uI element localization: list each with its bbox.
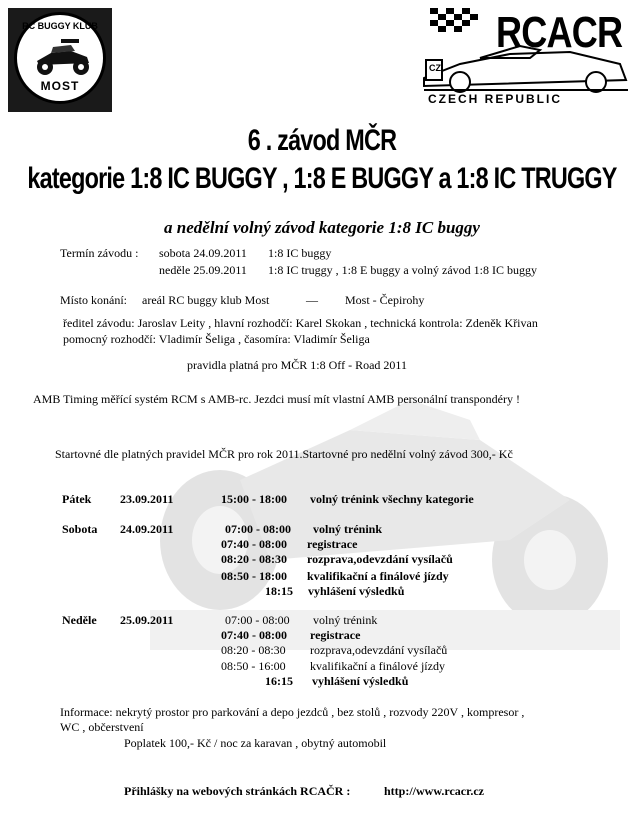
misto-city: Most - Čepirohy [345,293,425,307]
info-line2: WC , občerstvení [60,720,144,734]
info-line3: Poplatek 100,- Kč / noc za karavan , obytný automobil [124,736,387,750]
rules-line: pravidla platná pro MČR 1:8 Off - Road 2011 [187,358,407,372]
schedule-saturday-text-3: kvalifikační a finálové jízdy [307,569,449,583]
schedule-sunday-text-0: volný trénink [313,613,378,627]
termin-day1-desc: 1:8 IC buggy [268,246,332,260]
schedule-saturday-text-2: rozprava,odevzdání vysílačů [307,552,453,566]
timing-line: AMB Timing měřící systém RCM s AMB-rc. Jezdci musí mít vlastní AMB personální transpondéry ! [33,392,520,406]
schedule-sunday-time-3: 08:50 - 16:00 [221,659,286,673]
schedule-saturday-date: 24.09.2011 [120,522,174,536]
schedule-saturday-day: Sobota [62,522,98,536]
schedule-friday-time-0: 15:00 - 18:00 [221,492,287,506]
schedule-saturday-text-1: registrace [307,537,358,551]
staff-line1: ředitel závodu: Jaroslav Leity , hlavní rozhodčí: Karel Skokan , technická kontrola: Zdeněk Křivan [63,316,538,330]
schedule-sunday-text-3: kvalifikační a finálové jízdy [310,659,445,673]
logo-city: MOST [40,79,80,93]
startovne-line: Startovné dle platných pravidel MČR pro rok 2011.Startovné pro nedělní volný závod 300,- Kč [55,447,513,461]
background-buggy-photo [150,390,620,650]
schedule-sunday-time-1: 07:40 - 08:00 [221,628,287,642]
staff-line2: pomocný rozhodčí: Vladimír Šeliga , časomíra: Vladimír Šeliga [63,332,370,346]
cz-badge: CZ [429,63,441,73]
schedule-saturday-text-4: vyhlášení výsledků [308,584,405,598]
race-categories: kategorie 1:8 IC BUGGY , 1:8 E BUGGY a 1:8 IC TRUGGY [27,162,617,195]
footer-url-link[interactable]: http://www.rcacr.cz [384,784,484,798]
schedule-sunday-time-4: 16:15 [265,674,293,688]
rcacr-wordmark: RCACR [496,8,623,57]
schedule-sunday-text-2: rozprava,odevzdání vysílačů [310,643,448,657]
schedule-sunday-day: Neděle [62,613,97,627]
termin-day2: neděle 25.09.2011 [159,263,247,277]
rcacr-logo [420,6,632,106]
misto-dash: — [306,293,318,307]
logo-ring [14,12,106,104]
schedule-sunday-text-1: registrace [310,628,361,642]
schedule-sunday-text-4: vyhlášení výsledků [312,674,409,688]
schedule-sunday-date: 25.09.2011 [120,613,174,627]
rc-buggy-klub-logo [8,8,112,112]
race-title: 6 . závod MČR [247,124,397,157]
schedule-saturday-time-3: 08:50 - 18:00 [221,569,287,583]
footer-registration-text: Přihlášky na webových stránkách RCAČR : [124,784,351,798]
termin-day2-desc: 1:8 IC truggy , 1:8 E buggy a volný závod 1:8 IC buggy [268,263,537,277]
schedule-friday-text-0: volný trénink všechny kategorie [310,492,474,506]
schedule-saturday-time-2: 08:20 - 08:30 [221,552,287,566]
termin-label: Termín závodu : [60,246,139,260]
info-line1: Informace: nekrytý prostor pro parkování a depo jezdců , bez stolů , rozvody 220V , kompresor , [60,705,525,719]
schedule-saturday-time-0: 07:00 - 08:00 [225,522,291,536]
czech-republic-label: CZECH REPUBLIC [428,92,563,106]
schedule-friday-day: Pátek [62,492,92,506]
sunday-race-subtitle: a nedělní volný závod kategorie 1:8 IC buggy [164,218,480,237]
termin-day1: sobota 24.09.2011 [159,246,247,260]
buggy-icon [31,35,95,79]
schedule-sunday-time-0: 07:00 - 08:00 [225,613,290,627]
logo-club-name: RC BUGGY KLUB [22,21,98,31]
schedule-sunday-time-2: 08:20 - 08:30 [221,643,286,657]
schedule-friday-date: 23.09.2011 [120,492,174,506]
misto-place: areál RC buggy klub Most [142,293,270,307]
schedule-saturday-time-4: 18:15 [265,584,293,598]
schedule-saturday-text-0: volný trénink [313,522,383,536]
misto-label: Místo konání: [60,293,128,307]
schedule-saturday-time-1: 07:40 - 08:00 [221,537,287,551]
